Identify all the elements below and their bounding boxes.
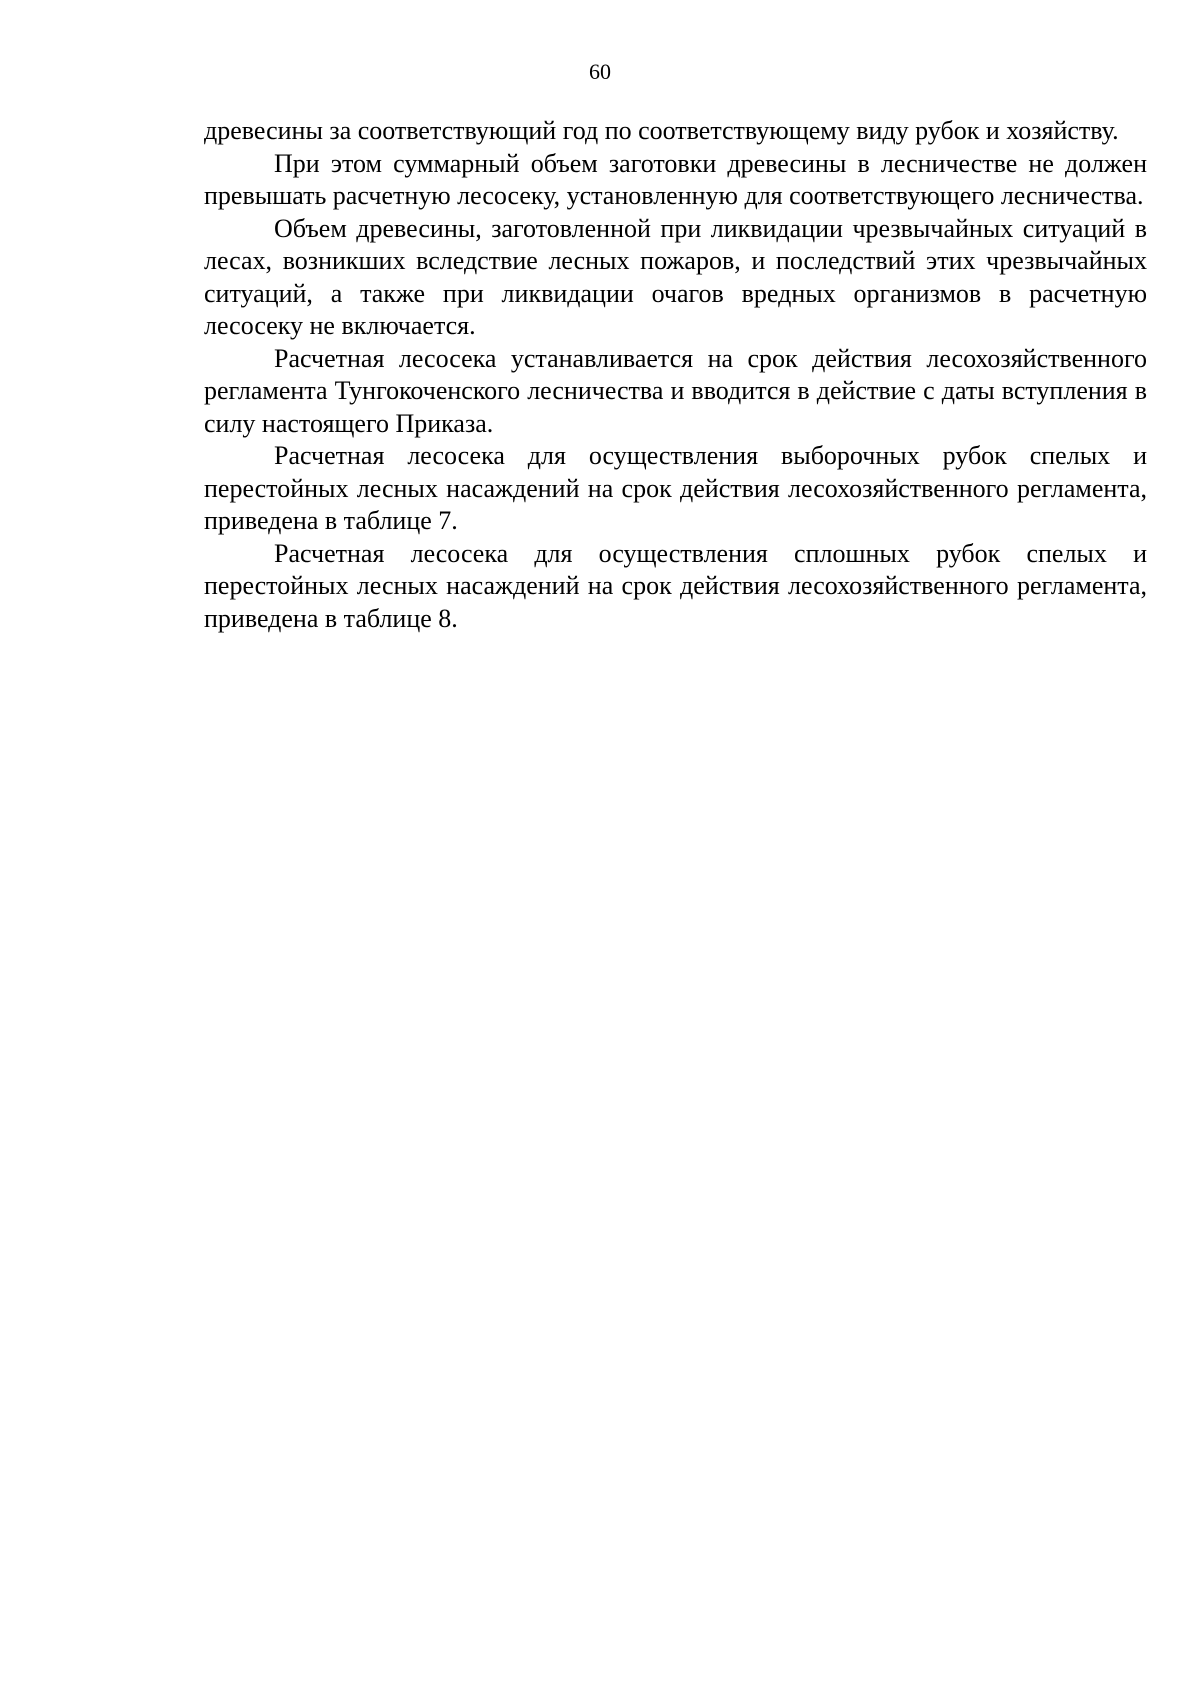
document-body	[204, 115, 1147, 635]
paragraph-clear-cutting-table-ref: Расчетная лесосека для осуществления сплошных рубок спелых и перестойных лесных насаждений на срок действия лесохозяйственного регламента, приведена в таблице 8.	[204, 538, 1147, 633]
paragraph-continuation: древесины за соответствующий год по соответствующему виду рубок и хозяйству.	[204, 116, 1119, 145]
paragraph-emergency-wood-volume: Объем древесины, заготовленной при ликвидации чрезвычайных ситуаций в лесах, возникших вследствие лесных пожаров, и последствий этих чрезвычайных ситуаций, а также при ликвидации очагов вредных организмов в расчетную лесосеку не включается.	[204, 213, 1147, 340]
paragraph-selective-cutting-table-ref: Расчетная лесосека для осуществления выборочных рубок спелых и перестойных лесных насаждений на срок действия лесохозяйственного регламента, приведена в таблице 7.	[204, 441, 1147, 535]
page-number: 60	[589, 59, 611, 84]
paragraph-total-harvest-volume: При этом суммарный объем заготовки древесины в лесничестве не должен превышать расчетную лесосеку, установленную для соответствующего лесничества.	[204, 148, 1147, 210]
paragraph-allowable-cut-term: Расчетная лесосека устанавливается на срок действия лесохозяйственного регламента Тунгокоченского лесничества и вводится в действие с даты вступления в силу настоящего Приказа.	[204, 343, 1147, 438]
